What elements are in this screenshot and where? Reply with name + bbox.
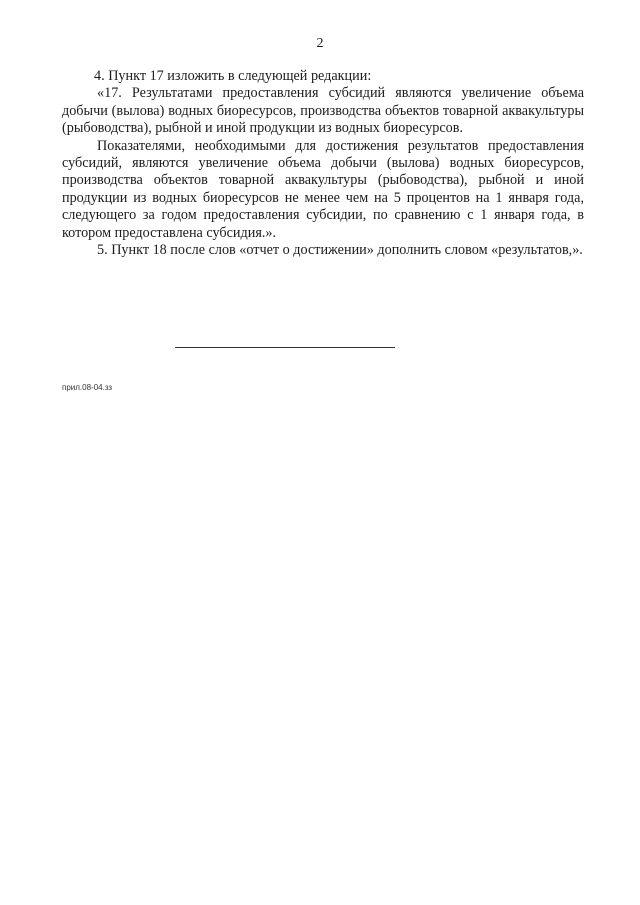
paragraph-point-17-text: «17. Результатами предоставления субсидий являются увеличение объема добычи (вылова) водных биоресурсов, производства объектов товарной аквакультуры (рыбоводства), рыбной и иной продукции из водных биоресурсов. — [62, 85, 584, 137]
document-body — [62, 68, 584, 259]
page-number: 2 — [316, 36, 324, 51]
paragraph-item-4: 4. Пункт 17 изложить в следующей редакции: — [94, 68, 372, 84]
file-reference-footnote: прил.08-04.зз — [62, 383, 113, 392]
paragraph-indicators: Показателями, необходимыми для достижения результатов предоставления субсидий, являются увеличение объема добычи (вылова) водных биоресурсов, производства объектов товарной аквакультуры (рыбоводства), рыбной и иной продукции из водных биоресурсов не менее чем на 5 процентов на 1 января года, следующего за годом предоставления субсидии, по сравнению с 1 января года, в котором предоставлена субсидия.». — [62, 137, 584, 241]
paragraph-item-5: 5. Пункт 18 после слов «отчет о достижении» дополнить словом «результатов,». — [97, 242, 583, 259]
closing-rule-line — [175, 347, 395, 348]
